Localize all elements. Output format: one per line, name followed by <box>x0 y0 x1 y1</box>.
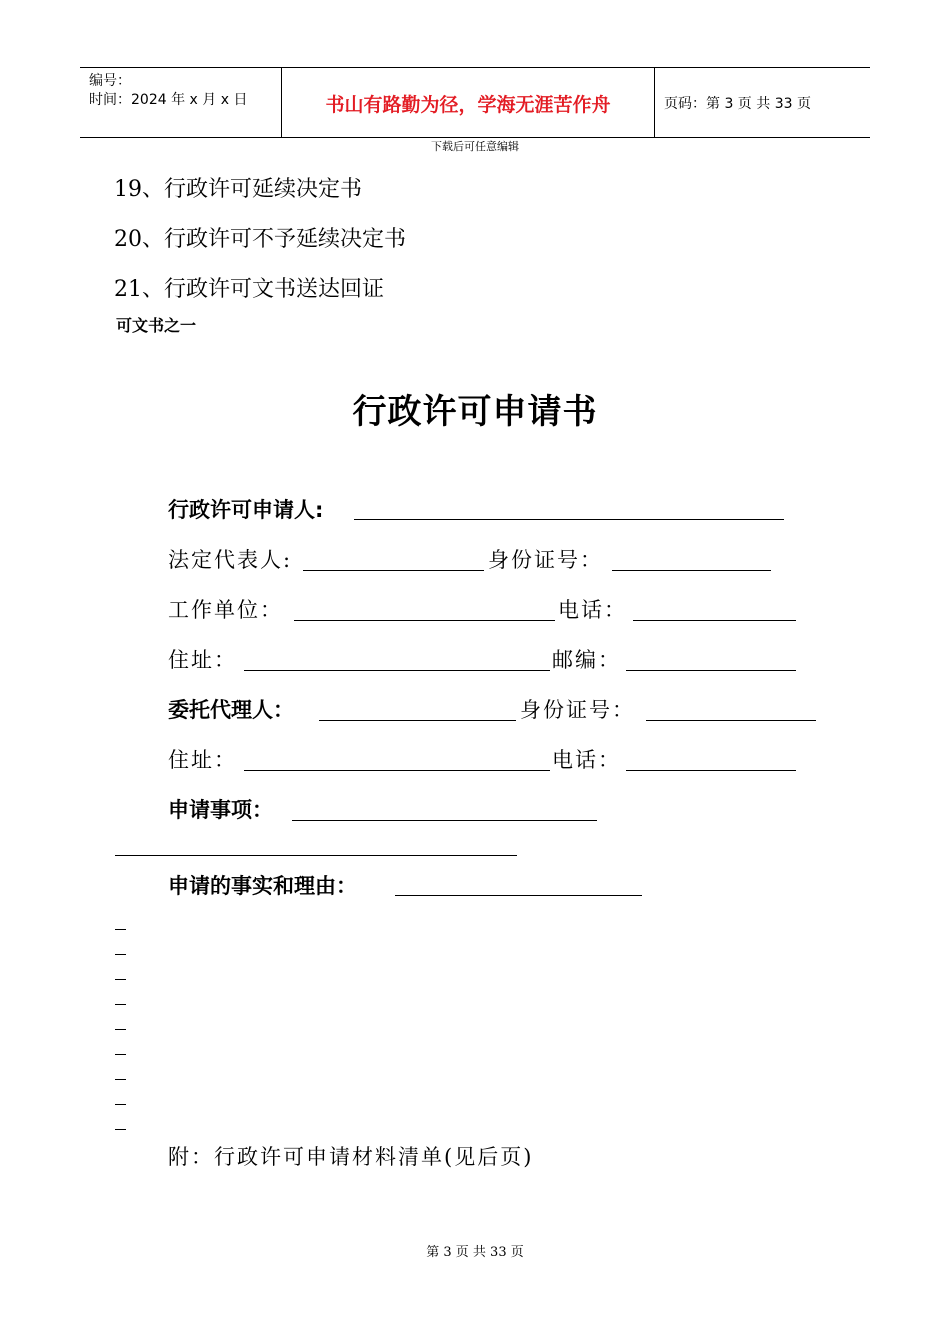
phone-label: 电话： <box>558 598 627 622</box>
work-unit-blank <box>294 620 555 621</box>
legal-rep-label: 法定代表人: <box>168 548 293 572</box>
toc-item: 20、行政许可不予延续决定书 <box>114 227 406 252</box>
facts-label: 申请的事实和理由： <box>168 874 357 898</box>
address-label: 住址： <box>168 648 237 672</box>
phone-blank <box>633 620 796 621</box>
header-page-info: 页码：第 3 页 共 33 页 <box>664 96 811 112</box>
toc-item: 21、行政许可文书送达回证 <box>114 277 384 302</box>
blank-line-marker <box>115 1129 126 1130</box>
toc-item: 19、行政许可延续决定书 <box>114 177 362 202</box>
agent-id-no-label: 身份证号： <box>520 698 635 722</box>
address-blank <box>244 670 550 671</box>
agent-id-no-blank <box>646 720 816 721</box>
blank-line-marker <box>115 929 126 930</box>
agent-phone-label: 电话： <box>552 748 621 772</box>
doc-number-label: 编号： <box>89 73 131 89</box>
postcode-blank <box>626 670 796 671</box>
blank-line-marker <box>115 1029 126 1030</box>
blank-line-marker <box>115 979 126 980</box>
header-table <box>80 67 870 138</box>
blank-line-marker <box>115 954 126 955</box>
doc-time-label: 时间：2024 年 x 月 x 日 <box>89 92 248 108</box>
download-note: 下载后可任意编辑 <box>431 140 519 153</box>
agent-blank <box>319 720 516 721</box>
blank-line-marker <box>115 1079 126 1080</box>
agent-label: 委托代理人： <box>168 698 294 722</box>
work-unit-label: 工作单位： <box>168 598 283 622</box>
header-meta <box>89 72 247 110</box>
header-motto: 书山有路勤为径，学海无涯苦作舟 <box>325 94 611 116</box>
blank-line-marker <box>115 1054 126 1055</box>
applicant-blank <box>354 519 784 520</box>
header-divider <box>654 68 655 137</box>
facts-blank <box>395 895 642 896</box>
page-title: 行政许可申请书 <box>352 392 598 432</box>
attachment-note: 附：行政许可申请材料清单(见后页) <box>168 1145 534 1169</box>
blank-line-marker <box>115 1004 126 1005</box>
id-no-blank <box>612 570 771 571</box>
agent-phone-blank <box>626 770 796 771</box>
applicant-label: 行政许可申请人: <box>168 498 324 522</box>
matter-label: 申请事项： <box>168 798 273 822</box>
page-footer: 第 3 页 共 33 页 <box>426 1245 524 1260</box>
agent-address-label: 住址： <box>168 748 237 772</box>
blank-line-marker <box>115 1104 126 1105</box>
matter-blank <box>292 820 597 821</box>
section-label: 可文书之一 <box>116 316 197 335</box>
postcode-label: 邮编： <box>552 648 621 672</box>
legal-rep-blank <box>303 570 484 571</box>
id-no-label: 身份证号： <box>488 548 603 572</box>
matter-blank-continued <box>115 855 517 856</box>
agent-address-blank <box>244 770 550 771</box>
